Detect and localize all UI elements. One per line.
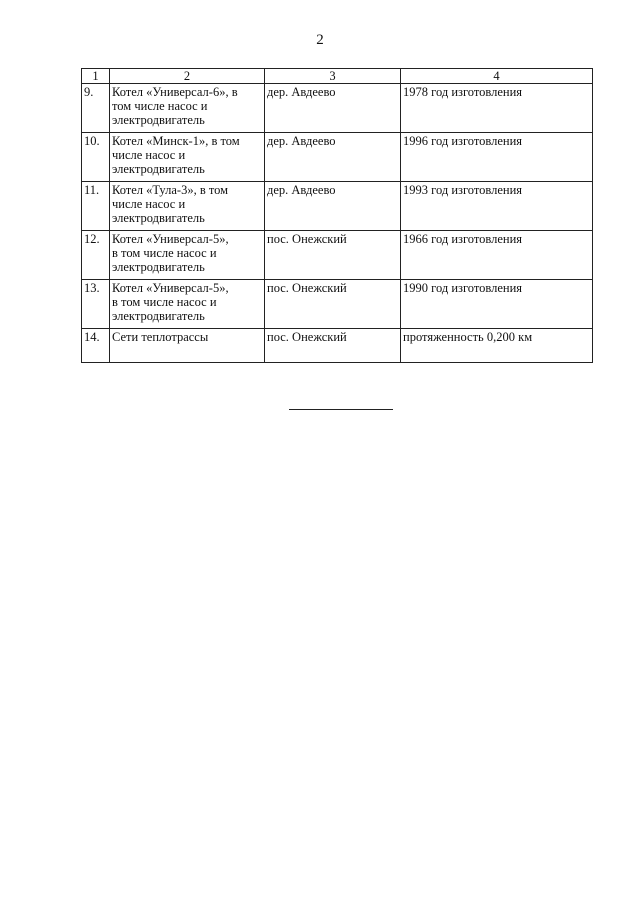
page-number: 2 xyxy=(316,32,324,48)
item-info: 1990 год изготовления xyxy=(401,280,593,329)
row-number: 12. xyxy=(82,231,110,280)
item-name-line: Котел «Тула-3», в том xyxy=(112,183,229,197)
end-separator-line xyxy=(289,409,393,410)
item-name xyxy=(110,231,265,280)
row-number: 14. xyxy=(82,329,110,363)
table-header-row xyxy=(82,69,593,84)
table-row xyxy=(82,329,593,363)
item-name xyxy=(110,329,265,363)
item-info: 1978 год изготовления xyxy=(401,84,593,133)
table-row xyxy=(82,133,593,182)
column-header-1: 1 xyxy=(82,69,110,84)
item-location: дер. Авдеево xyxy=(265,182,401,231)
item-name-line: электродвигатель xyxy=(112,113,205,127)
item-location: пос. Онежский xyxy=(265,231,401,280)
item-name-line: Котел «Универсал-5», xyxy=(112,281,229,295)
item-name-line: Сети теплотрассы xyxy=(112,330,209,344)
item-name xyxy=(110,182,265,231)
item-name-line: том числе насос и xyxy=(112,99,208,113)
item-name xyxy=(110,133,265,182)
item-name-line: электродвигатель xyxy=(112,162,205,176)
item-location: пос. Онежский xyxy=(265,329,401,363)
item-name-line: электродвигатель xyxy=(112,211,205,225)
item-name-line: электродвигатель xyxy=(112,260,205,274)
item-name-line: в том числе насос и xyxy=(112,295,217,309)
item-info: 1993 год изготовления xyxy=(401,182,593,231)
item-name-line: Котел «Минск-1», в том xyxy=(112,134,240,148)
column-header-2: 2 xyxy=(110,69,265,84)
item-info: 1996 год изготовления xyxy=(401,133,593,182)
item-name-line: числе насос и xyxy=(112,148,186,162)
item-location: дер. Авдеево xyxy=(265,84,401,133)
equipment-table xyxy=(81,68,593,363)
item-name-line: в том числе насос и xyxy=(112,246,217,260)
item-info: 1966 год изготовления xyxy=(401,231,593,280)
row-number: 10. xyxy=(82,133,110,182)
table-row xyxy=(82,182,593,231)
item-name-line: Котел «Универсал-6», в xyxy=(112,85,238,99)
item-info: протяженность 0,200 км xyxy=(401,329,593,363)
row-number: 9. xyxy=(82,84,110,133)
table-row xyxy=(82,84,593,133)
column-header-3: 3 xyxy=(265,69,401,84)
item-name xyxy=(110,280,265,329)
item-location: пос. Онежский xyxy=(265,280,401,329)
row-number: 11. xyxy=(82,182,110,231)
item-name xyxy=(110,84,265,133)
item-name-line: электродвигатель xyxy=(112,309,205,323)
column-header-4: 4 xyxy=(401,69,593,84)
item-name-line: Котел «Универсал-5», xyxy=(112,232,229,246)
table-row xyxy=(82,231,593,280)
item-location: дер. Авдеево xyxy=(265,133,401,182)
row-number: 13. xyxy=(82,280,110,329)
item-name-line: числе насос и xyxy=(112,197,186,211)
table-row xyxy=(82,280,593,329)
